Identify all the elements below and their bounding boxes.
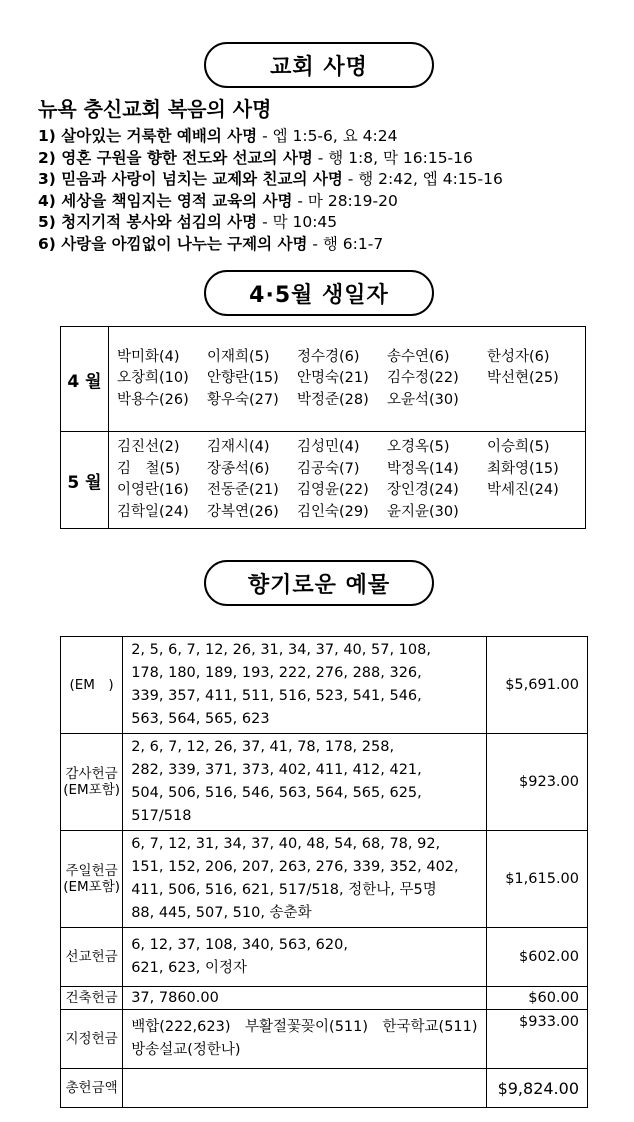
birthday-header: 4·5월 생일자 (204, 270, 434, 316)
offering-table (60, 636, 588, 1108)
birthday-person: 송수연(6) (387, 348, 450, 365)
offering-row (61, 987, 588, 1010)
birthday-person: 박세진(24) (487, 482, 559, 498)
birthday-month-label: 5 월 (61, 432, 109, 529)
mission-item-reference: - 행 2:42, 엡 4:15-16 (342, 170, 503, 188)
birthday-person: 안향란(15) (207, 370, 279, 387)
offering-donor-line: 178, 180, 189, 193, 222, 276, 288, 326, (131, 665, 422, 681)
offering-category: 총헌금액 (61, 1069, 123, 1108)
offering-donor-line: 방송설교(정한나) (131, 1042, 241, 1058)
birthday-person: 김수정(22) (387, 370, 459, 387)
birthday-name-row (117, 502, 577, 524)
offering-header: 향기로운 예물 (204, 560, 434, 606)
mission-item-reference: - 마 28:19-20 (292, 191, 398, 210)
offering-donors (123, 1010, 486, 1069)
birthday-person: 김학일(24) (117, 503, 189, 520)
offering-donor-line: 37, 7860.00 (131, 990, 219, 1006)
birthday-person: 박미화(4) (117, 348, 180, 365)
birthday-person: 김공숙(7) (297, 460, 360, 477)
offering-row (61, 1010, 588, 1069)
offering-donor-line: 2, 6, 7, 12, 26, 37, 41, 78, 178, 258, (131, 739, 395, 755)
offering-category: 건축헌금 (61, 987, 123, 1010)
offering-donors (123, 1069, 486, 1108)
birthday-person: 김재시(4) (207, 439, 270, 455)
offering-category: 지정헌금 (61, 1010, 123, 1069)
offering-category: (EM ) (61, 637, 123, 734)
birthday-person: 최화영(15) (487, 460, 559, 477)
birthday-person: 김 철(5) (117, 460, 181, 477)
mission-title: 뉴욕 충신교회 복음의 사명 (38, 97, 272, 121)
offering-category: 선교헌금 (61, 928, 123, 987)
offering-amount: $602.00 (486, 928, 587, 987)
mission-item (38, 126, 618, 148)
offering-amount: $1,615.00 (486, 831, 587, 928)
offering-amount: $60.00 (486, 987, 587, 1010)
mission-section (38, 96, 618, 255)
offering-donor-line: 88, 445, 507, 510, 송춘화 (131, 905, 312, 921)
birthday-person: 김영윤(22) (297, 482, 369, 498)
offering-row (61, 831, 588, 928)
birthday-names (109, 432, 586, 529)
mission-item-reference: - 행 1:8, 막 16:15-16 (312, 148, 473, 167)
birthday-month-row (61, 327, 586, 432)
mission-item (38, 169, 618, 191)
offering-donor-line: 6, 7, 12, 31, 34, 37, 40, 48, 54, 68, 78, 92, (131, 836, 441, 852)
offering-donor-line: 6, 12, 37, 108, 340, 563, 620, (131, 937, 348, 953)
birthday-person: 오창희(10) (117, 370, 189, 387)
birthday-person: 한성자(6) (487, 348, 550, 365)
mission-item-reference: - 엡 1:5-6, 요 4:24 (257, 127, 398, 145)
birthday-name-row (117, 368, 577, 390)
mission-item-reference: - 막 10:45 (257, 213, 338, 231)
birthday-person: 황우숙(27) (207, 391, 279, 408)
offering-amount: $923.00 (486, 734, 587, 831)
birthday-name-row (117, 390, 577, 412)
birthday-name-row (117, 459, 577, 481)
birthday-person: 박선현(25) (487, 370, 559, 387)
offering-donor-line: 517/518 (131, 808, 192, 824)
birthday-name-row (117, 480, 577, 502)
birthday-person: 장인경(24) (387, 482, 459, 498)
birthday-person: 정수경(6) (297, 348, 360, 365)
offering-donor-line: 621, 623, 이정자 (131, 960, 248, 976)
offering-donor-line: 339, 357, 411, 511, 516, 523, 541, 546, (131, 688, 422, 704)
offering-row (61, 1069, 588, 1108)
mission-item-reference: - 행 6:1-7 (307, 234, 384, 253)
mission-header: 교회 사명 (204, 42, 434, 88)
offering-amount: $9,824.00 (486, 1069, 587, 1108)
offering-donor-line: 282, 339, 371, 373, 402, 411, 412, 421, (131, 762, 422, 778)
offering-donors (123, 637, 486, 734)
mission-item-text: 6) 사랑을 아낌없이 나누는 구제의 사명 (38, 234, 308, 253)
birthday-name-row (117, 347, 577, 369)
birthday-month-row (61, 432, 586, 529)
offering-donor-line: 504, 506, 516, 546, 563, 564, 565, 625, (131, 785, 422, 801)
offering-row (61, 637, 588, 734)
mission-item (38, 148, 618, 170)
mission-item-text: 3) 믿음과 사랑이 넘치는 교제와 친교의 사명 (38, 170, 343, 188)
offering-donor-line: 2, 5, 6, 7, 12, 26, 31, 34, 37, 40, 57, 108, (131, 642, 431, 658)
birthday-person: 윤지윤(30) (387, 503, 459, 520)
offering-category: 주일헌금 (EM포함) (61, 831, 123, 928)
birthday-person: 이재희(5) (207, 348, 270, 365)
birthday-person: 오경옥(5) (387, 439, 450, 455)
offering-donor-line: 151, 152, 206, 207, 263, 276, 339, 352, 402, (131, 859, 459, 875)
birthday-person: 이영란(16) (117, 482, 189, 498)
mission-item-text: 2) 영혼 구원을 향한 전도와 선교의 사명 (38, 148, 313, 167)
mission-list (38, 126, 618, 255)
birthday-person: 박정준(28) (297, 391, 369, 408)
offering-amount: $933.00 (486, 1010, 587, 1069)
mission-item-text: 4) 세상을 책임지는 영적 교육의 사명 (38, 191, 293, 210)
offering-row (61, 734, 588, 831)
offering-donors (123, 734, 486, 831)
birthday-name-row (117, 437, 577, 459)
mission-item (38, 212, 618, 234)
offering-donors (123, 928, 486, 987)
offering-amount: $5,691.00 (486, 637, 587, 734)
birthday-person: 김진선(2) (117, 439, 180, 455)
birthday-month-label: 4 월 (61, 327, 109, 432)
mission-item (38, 191, 618, 213)
birthday-person: 장종석(6) (207, 460, 270, 477)
birthday-person: 오윤석(30) (387, 391, 459, 408)
offering-category: 감사헌금 (EM포함) (61, 734, 123, 831)
offering-donor-line: 백합(222,623) 부활절꽃꽂이(511) 한국학교(511) (131, 1019, 478, 1035)
birthday-person: 박정옥(14) (387, 460, 459, 477)
birthday-person: 김인숙(29) (297, 503, 369, 520)
offering-row (61, 928, 588, 987)
birthday-names (109, 327, 586, 432)
mission-item (38, 234, 618, 256)
birthday-table (60, 326, 586, 529)
birthday-person: 강복연(26) (207, 503, 279, 520)
birthday-person: 김성민(4) (297, 439, 360, 455)
birthday-person: 이승희(5) (487, 439, 550, 455)
mission-item-text: 1) 살아있는 거룩한 예배의 사명 (38, 127, 258, 145)
mission-item-text: 5) 청지기적 봉사와 섬김의 사명 (38, 213, 258, 231)
offering-donors (123, 987, 486, 1010)
birthday-person: 박용수(26) (117, 391, 189, 408)
birthday-person: 안명숙(21) (297, 370, 369, 387)
offering-donors (123, 831, 486, 928)
offering-donor-line: 563, 564, 565, 623 (131, 711, 270, 727)
birthday-person: 전동준(21) (207, 482, 279, 498)
offering-donor-line: 411, 506, 516, 621, 517/518, 정한나, 무5명 (131, 882, 437, 898)
